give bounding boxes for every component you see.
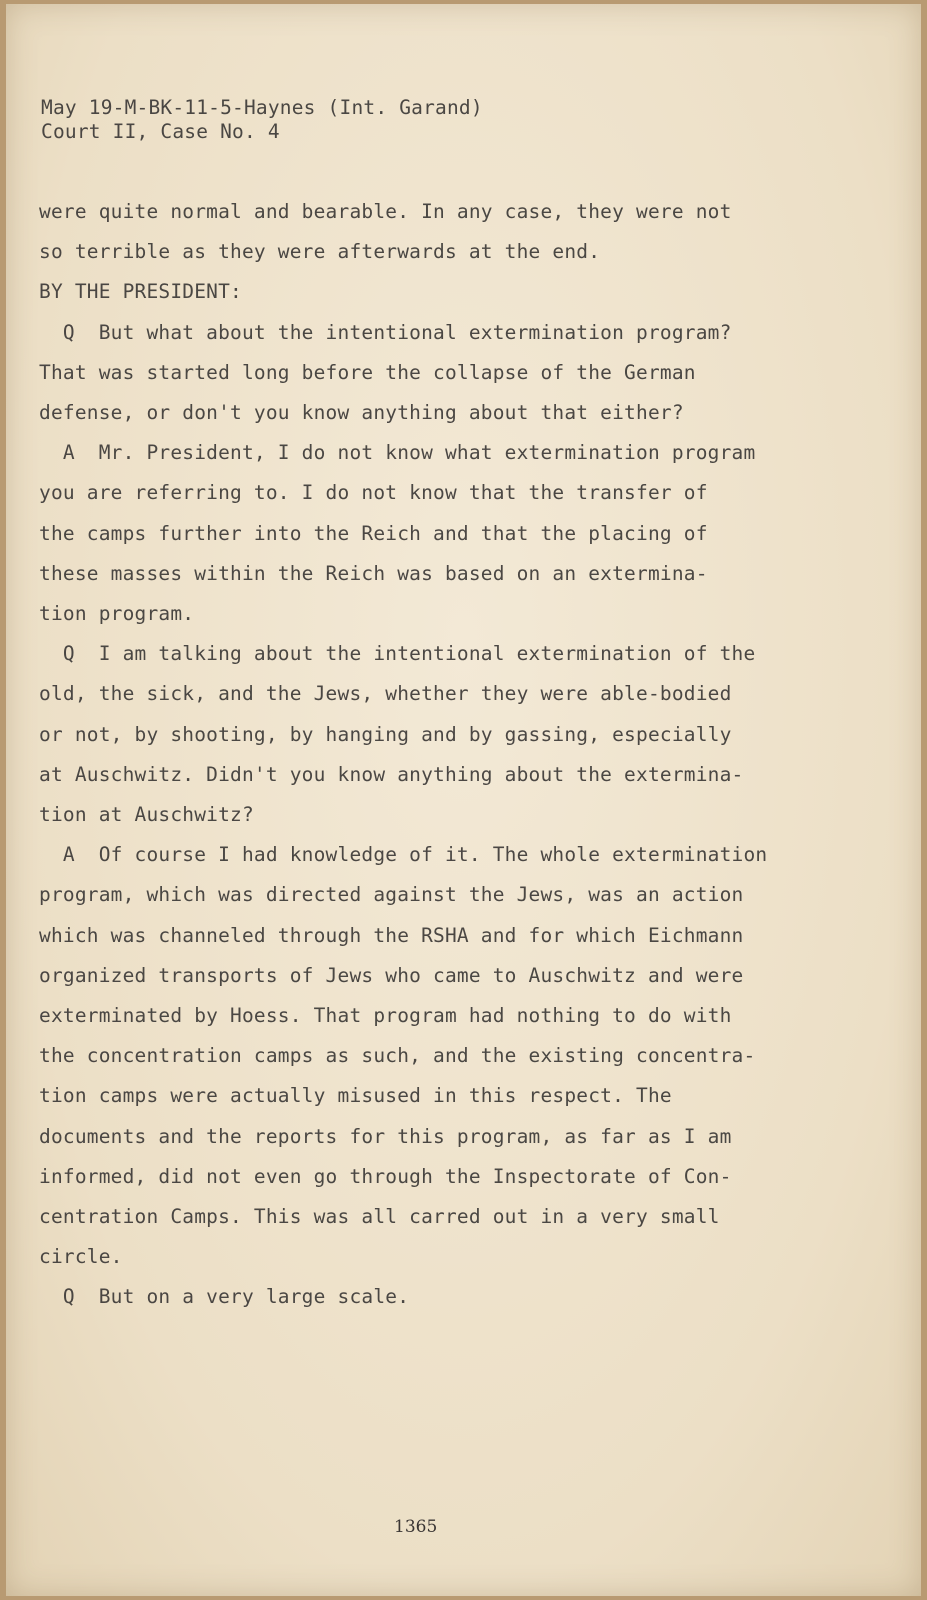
text-line: tion camps were actually misused in this respect. The bbox=[39, 1084, 672, 1108]
text-line: exterminated by Hoess. That program had nothing to do with bbox=[39, 1004, 732, 1027]
text-line: you are referring to. I do not know that the transfer of bbox=[39, 481, 708, 505]
text-line: organized transports of Jews who came to Auschwitz and were bbox=[39, 963, 744, 987]
text-line: Q But on a very large scale. bbox=[39, 1285, 410, 1309]
text-line: which was channeled through the RSHA and for which Eichmann bbox=[39, 923, 744, 947]
text-line: program, which was directed against the Jews, was an action bbox=[39, 883, 744, 907]
page-number: 1365 bbox=[394, 1517, 438, 1537]
text-line: or not, by shooting, by hanging and by gassing, especially bbox=[39, 722, 732, 746]
text-line: A Mr. President, I do not know what extermination program bbox=[39, 441, 756, 465]
text-line: That was started long before the collapse of the German bbox=[39, 360, 696, 384]
text-line: at Auschwitz. Didn't you know anything about the extermina- bbox=[39, 762, 744, 786]
text-line: tion at Auschwitz? bbox=[39, 803, 254, 826]
text-line: documents and the reports for this program, as far as I am bbox=[39, 1124, 732, 1148]
text-line: the concentration camps as such, and the existing concentra- bbox=[39, 1044, 756, 1068]
text-line: Q I am talking about the intentional extermination of the bbox=[39, 642, 756, 666]
header-line-2: Court II, Case No. 4 bbox=[41, 120, 280, 143]
text-line: old, the sick, and the Jews, whether they were able-bodied bbox=[39, 682, 732, 706]
text-line: Q But what about the intentional extermination program? bbox=[39, 320, 732, 344]
header-line-1: May 19-M-BK-11-5-Haynes (Int. Garand) bbox=[41, 96, 483, 119]
text-line: tion program. bbox=[39, 602, 195, 625]
section-heading: BY THE PRESIDENT: bbox=[39, 280, 242, 304]
text-line: informed, did not even go through the Inspectorate of Con- bbox=[39, 1164, 732, 1188]
text-line: were quite normal and bearable. In any case, they were not bbox=[39, 200, 732, 223]
text-line: A Of course I had knowledge of it. The whole extermination bbox=[39, 843, 768, 867]
text-line: these masses within the Reich was based on an extermina- bbox=[39, 561, 708, 585]
document-page bbox=[6, 4, 921, 1596]
text-line: defense, or don't you know anything about that either? bbox=[39, 401, 684, 424]
text-line: centration Camps. This was all carred out in a very small bbox=[39, 1205, 720, 1228]
text-line: circle. bbox=[39, 1245, 123, 1269]
text-line: so terrible as they were afterwards at the end. bbox=[39, 240, 601, 264]
text-line: the camps further into the Reich and that the placing of bbox=[39, 521, 708, 545]
